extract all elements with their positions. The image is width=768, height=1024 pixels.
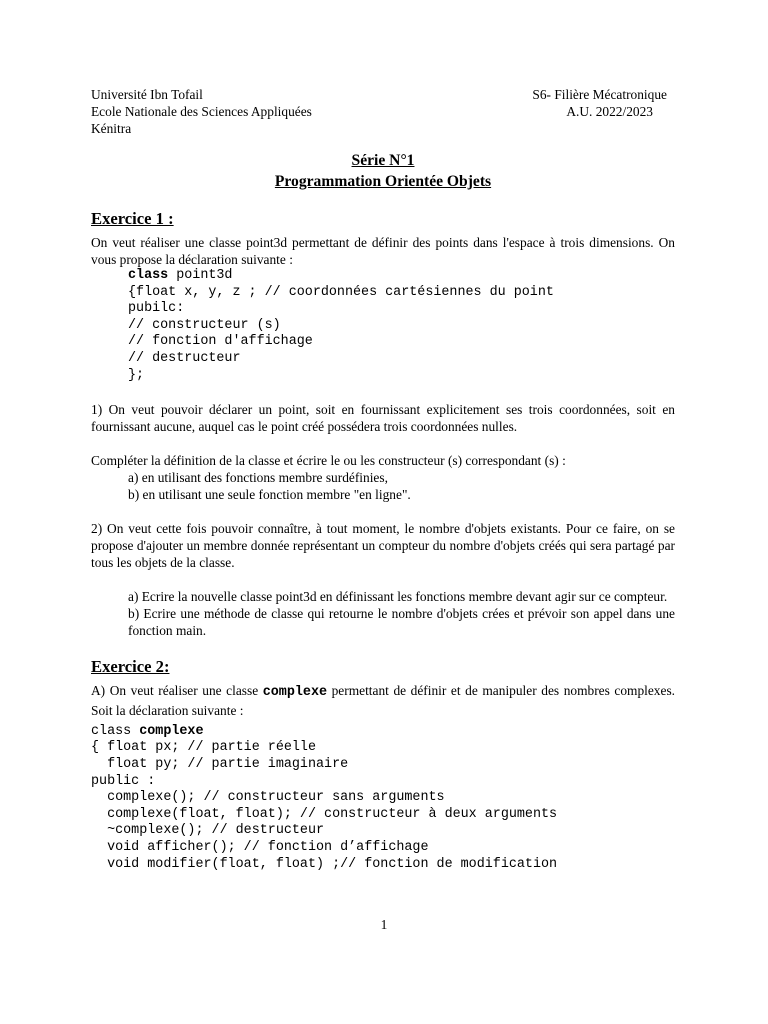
university-name: Université Ibn Tofail	[91, 87, 203, 102]
code-line: complexe(float, float); // constructeur à deux arguments	[91, 806, 558, 822]
code-line: };	[128, 367, 145, 383]
code-line: void afficher(); // fonction d’affichage	[91, 839, 429, 855]
code-keyword: class	[128, 268, 169, 283]
academic-year: A.U. 2022/2023	[566, 104, 653, 119]
question-1b: b) en utilisant une seule fonction membre "en ligne".	[128, 487, 411, 503]
code-line: { float px; // partie réelle	[91, 740, 316, 756]
program-name: S6- Filière Mécatronique	[532, 87, 667, 102]
code-line: public :	[91, 773, 156, 789]
code-line: ~complexe(); // destructeur	[91, 823, 325, 839]
exercise-2-title: Exercice 2:	[91, 657, 170, 677]
document-page	[91, 86, 675, 873]
header-right	[532, 86, 675, 137]
code-line: complexe(); // constructeur sans arguments	[91, 790, 445, 806]
page-number: 1	[380, 917, 388, 932]
code-keyword: class	[91, 723, 140, 739]
code-class-name: complexe	[139, 723, 204, 739]
exercise-2-code	[91, 724, 675, 873]
page-title	[91, 150, 675, 192]
code-line: pubilc:	[128, 301, 185, 317]
header-left	[91, 86, 312, 137]
exercise-1-intro: On veut réaliser une classe point3d permettant de définir des points dans l'espace à trois dimensions. On vous propose la déclaration suivante :	[91, 235, 675, 267]
question-2a: a) Ecrire la nouvelle classe point3d en définissant les fonctions membre devant agir sur ce compteur.	[128, 589, 668, 605]
code-line: {float x, y, z ; // coordonnées cartésiennes du point	[128, 284, 554, 300]
exercise-1-title: Exercice 1 :	[91, 209, 174, 228]
series-title: Série N°1	[351, 152, 415, 169]
header	[91, 86, 675, 137]
complete-instruction: Compléter la définition de la classe et écrire le ou les constructeur (s) correspondant (s) :	[91, 453, 566, 469]
question-1: 1) On veut pouvoir déclarer un point, soit en fournissant explicitement ses trois coordonnées, soit en fournissant aucune, auquel cas le point créé possédera trois coordonnées nulles.	[91, 402, 675, 435]
code-class-name: point3d	[168, 268, 233, 283]
code-keyword: complexe	[262, 685, 328, 701]
question-2b: b) Ecrire une méthode de classe qui retourne le nombre d'objets crées et prévoir son appel dans une fonction main.	[128, 606, 675, 639]
exercise-1-code	[91, 268, 675, 384]
code-line: float py; // partie imaginaire	[91, 756, 349, 772]
exercise-2-intro: A) On veut réaliser une classe complexe permettant de définir et de manipuler des nombres complexes. Soit la déclaration suivante :	[91, 683, 675, 718]
question-2: 2) On veut cette fois pouvoir connaître, à tout moment, le nombre d'objets existants. Pour ce faire, on se propose d'ajouter un membre donnée représentant un compteur du nombre d'objets créés qui sera partagé par tous les objets de la classe.	[91, 521, 675, 571]
course-title: Programmation Orientée Objets	[274, 173, 492, 190]
school-name: Ecole Nationale des Sciences Appliquées	[91, 104, 312, 119]
code-line: // fonction d'affichage	[128, 334, 313, 350]
question-1a: a) en utilisant des fonctions membre surdéfinies,	[128, 470, 388, 486]
city-name: Kénitra	[91, 121, 132, 136]
code-line: // constructeur (s)	[128, 317, 281, 333]
code-line: void modifier(float, float) ;// fonction de modification	[91, 856, 558, 872]
code-line: // destructeur	[128, 350, 241, 366]
